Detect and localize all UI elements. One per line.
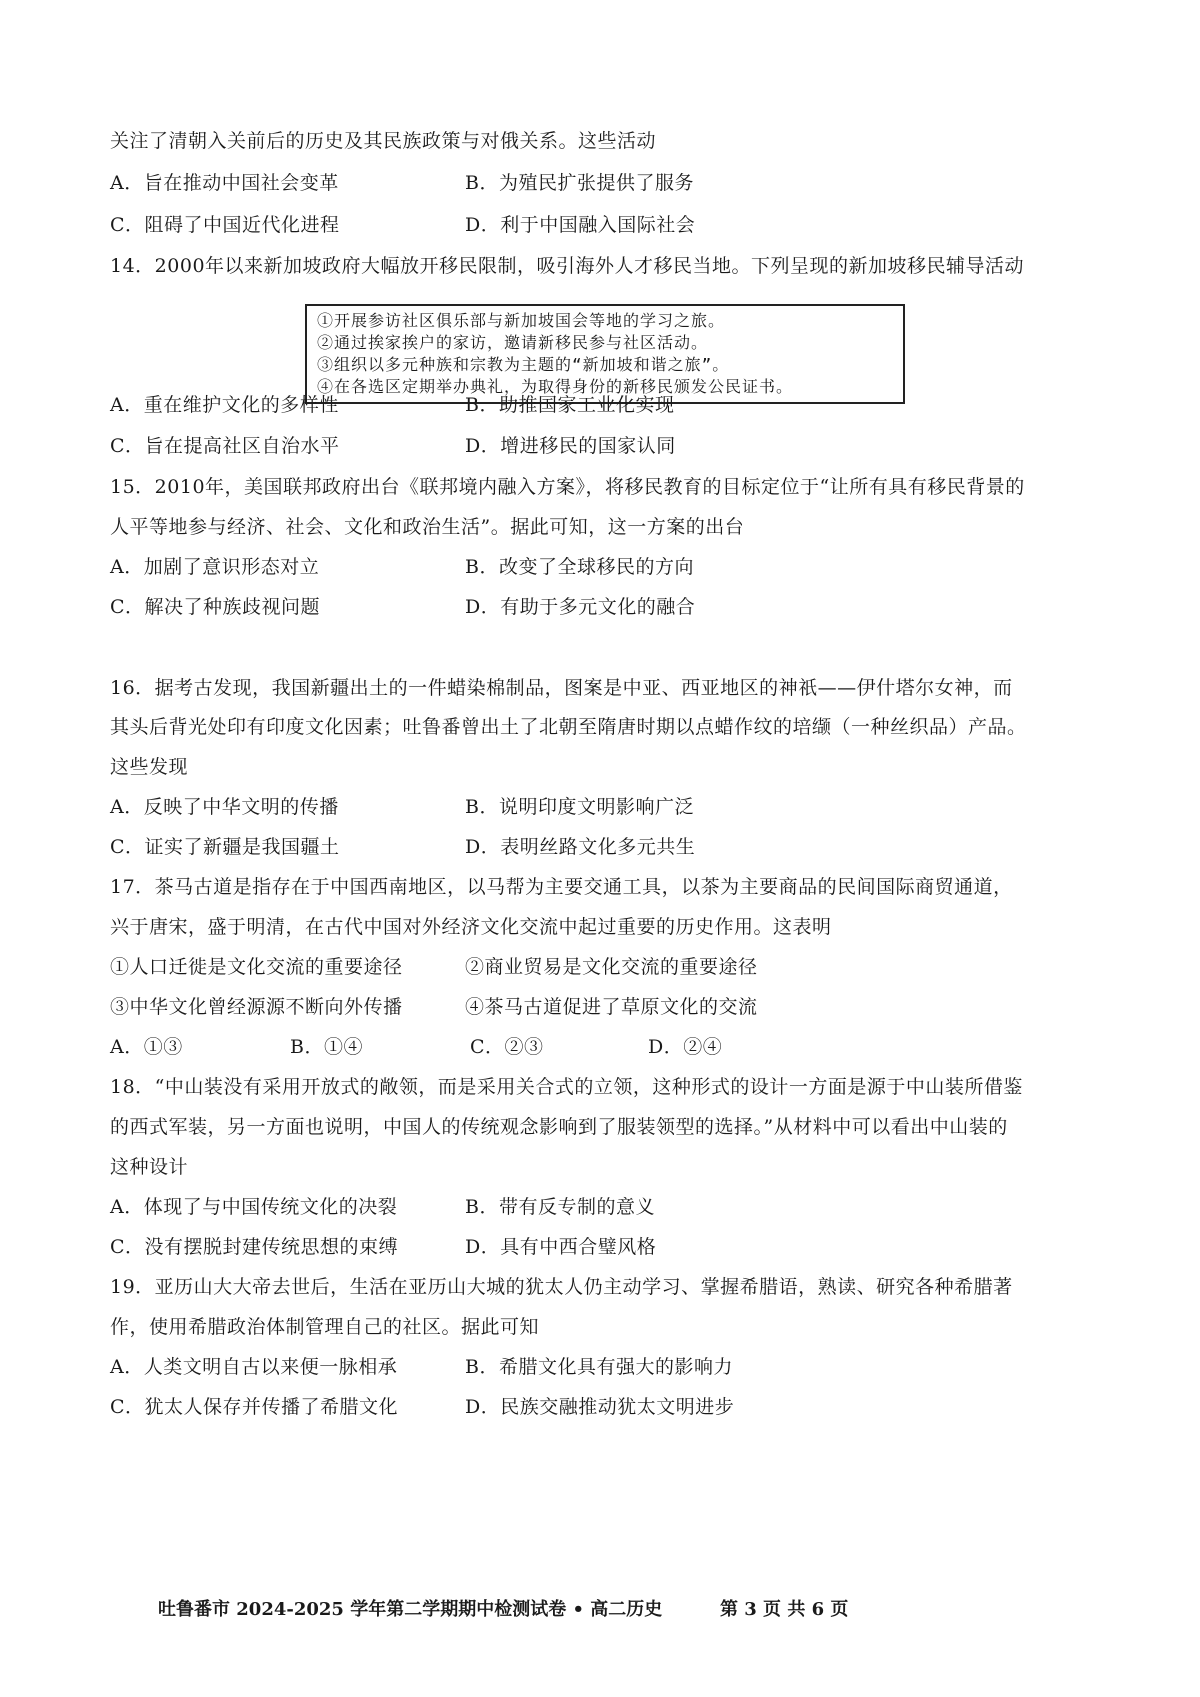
q16-option-b: B．说明印度文明影响广泛 <box>465 796 694 818</box>
q14-box-item-4: ④在各选区定期举办典礼，为取得身份的新移民颁发公民证书。 <box>317 377 794 396</box>
q16-option-a: A．反映了中华文明的传播 <box>110 796 339 818</box>
q17-option-b: B．①④ <box>290 1036 363 1058</box>
q17-option-c: C．②③ <box>470 1036 544 1058</box>
q13-stem-tail: 关注了清朝入关前后的历史及其民族政策与对俄关系。这些活动 <box>110 130 657 152</box>
q16-stem-line-2: 其头后背光处印有印度文化因素；吐鲁番曾出土了北朝至隋唐时期以点蜡作纹的培缬（一种丝织品）产品。 <box>110 716 1027 738</box>
q18-option-a: A．体现了与中国传统文化的决裂 <box>110 1196 398 1218</box>
q19-stem-line-2: 作，使用希腊政治体制管理自己的社区。据此可知 <box>110 1316 540 1338</box>
q13-option-d: D．利于中国融入国际社会 <box>465 214 696 236</box>
q15-option-d: D．有助于多元文化的融合 <box>465 596 696 618</box>
footer-exam-title: 吐鲁番市 2024-2025 学年第二学期期中检测试卷 • 高二历史 <box>158 1599 663 1620</box>
q14-option-c: C．旨在提高社区自治水平 <box>110 435 340 457</box>
q15-option-c: C．解决了种族歧视问题 <box>110 596 321 618</box>
q19-stem-line-1: 19．亚历山大大帝去世后，生活在亚历山大城的犹太人仍主动学习、掌握希腊语，熟读、研究各种希腊著 <box>110 1276 1013 1298</box>
q18-stem-line-1: 18．“中山装没有采用开放式的敞领，而是采用关合式的立领，这种形式的设计一方面是源于中山装所借鉴 <box>110 1076 1023 1098</box>
q19-option-d: D．民族交融推动犹太文明进步 <box>465 1396 735 1418</box>
q17-statement-4: ④茶马古道促进了草原文化的交流 <box>465 996 758 1018</box>
q13-option-a: A．旨在推动中国社会变革 <box>110 172 339 194</box>
q13-option-c: C．阻碍了中国近代化进程 <box>110 214 340 236</box>
q17-option-a: A．①③ <box>110 1036 183 1058</box>
q14-box-item-3: ③组织以多元种族和宗教为主题的“新加坡和谐之旅”。 <box>317 355 730 374</box>
q16-stem-line-1: 16．据考古发现，我国新疆出土的一件蜡染棉制品，图案是中亚、西亚地区的神祇——伊什塔尔女神，而 <box>110 677 1013 699</box>
q14-box-item-1: ①开展参访社区俱乐部与新加坡国会等地的学习之旅。 <box>317 311 726 330</box>
q14-material-box <box>305 304 905 404</box>
q17-statement-1: ①人口迁徙是文化交流的重要途径 <box>110 956 403 978</box>
q18-option-c: C．没有摆脱封建传统思想的束缚 <box>110 1236 399 1258</box>
footer-page-number: 第 3 页 共 6 页 <box>720 1599 849 1620</box>
q19-option-b: B．希腊文化具有强大的影响力 <box>465 1356 733 1378</box>
q16-option-d: D．表明丝路文化多元共生 <box>465 836 696 858</box>
q19-option-a: A．人类文明自古以来便一脉相承 <box>110 1356 398 1378</box>
q16-option-c: C．证实了新疆是我国疆土 <box>110 836 340 858</box>
q17-statement-2: ②商业贸易是文化交流的重要途径 <box>465 956 758 978</box>
q18-option-b: B．带有反专制的意义 <box>465 1196 655 1218</box>
q18-option-d: D．具有中西合璧风格 <box>465 1236 657 1258</box>
q14-stem: 14．2000年以来新加坡政府大幅放开移民限制，吸引海外人才移民当地。下列呈现的新加坡移民辅导活动 <box>110 255 1025 277</box>
q17-statement-3: ③中华文化曾经源源不断向外传播 <box>110 996 403 1018</box>
q14-option-d: D．增进移民的国家认同 <box>465 435 676 457</box>
q17-stem-line-1: 17．茶马古道是指存在于中国西南地区，以马帮为主要交通工具，以茶为主要商品的民间国际商贸通道， <box>110 876 1013 898</box>
q19-option-c: C．犹太人保存并传播了希腊文化 <box>110 1396 399 1418</box>
q17-stem-line-2: 兴于唐宋，盛于明清，在古代中国对外经济文化交流中起过重要的历史作用。这表明 <box>110 916 832 938</box>
q14-option-b: B．助推国家工业化实现 <box>465 394 675 416</box>
q18-stem-line-2: 的西式军装，另一方面也说明，中国人的传统观念影响到了服装领型的选择。”从材料中可以看出中山装的 <box>110 1116 1008 1138</box>
q13-option-b: B．为殖民扩张提供了服务 <box>465 172 694 194</box>
q15-stem-line-2: 人平等地参与经济、社会、文化和政治生活”。据此可知，这一方案的出台 <box>110 516 745 538</box>
q15-option-b: B．改变了全球移民的方向 <box>465 556 694 578</box>
q18-stem-line-3: 这种设计 <box>110 1156 189 1178</box>
q14-box-item-2: ②通过挨家挨户的家访，邀请新移民参与社区活动。 <box>317 333 709 352</box>
q17-option-d: D．②④ <box>648 1036 723 1058</box>
q15-option-a: A．加剧了意识形态对立 <box>110 556 320 578</box>
q16-stem-line-3: 这些发现 <box>110 756 189 778</box>
q15-stem-line-1: 15．2010年，美国联邦政府出台《联邦境内融入方案》，将移民教育的目标定位于“让所有具有移民背景的 <box>110 476 1025 498</box>
q14-option-a: A．重在维护文化的多样性 <box>110 394 339 416</box>
